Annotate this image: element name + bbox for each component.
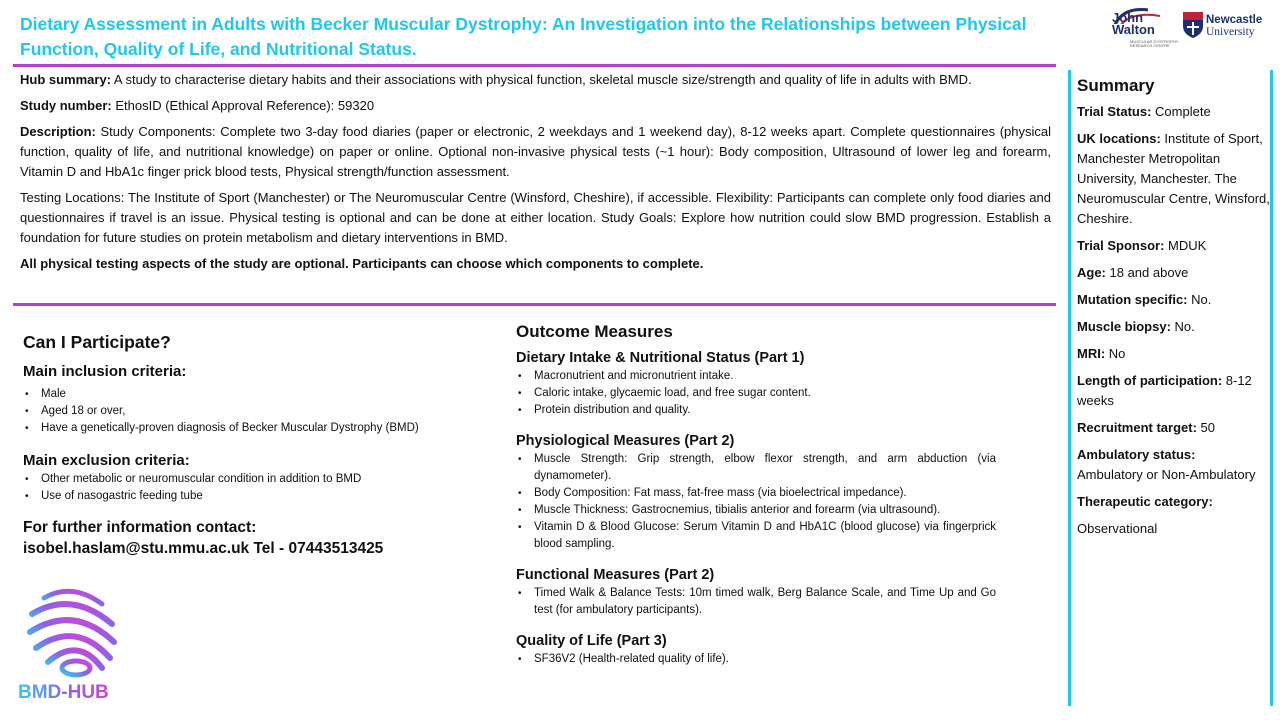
summary-row: Trial Sponsor: MDUK [1077, 238, 1207, 253]
contact-line[interactable]: isobel.haslam@stu.mmu.ac.uk Tel - 07443513425 [23, 540, 384, 557]
list-item: • Muscle Strength: Grip strength, elbow flexor strength, and arm abduction (via dynamometer). [516, 451, 996, 485]
intro-section [20, 70, 1051, 280]
outcomes-heading: Outcome Measures [516, 322, 673, 341]
outcome-measures-section [516, 320, 996, 668]
summary-row: Ambulatory status: Ambulatory or Non-Ambulatory [1077, 447, 1256, 482]
testing-locations: Testing Locations: The Institute of Sport (Manchester) or The Neuromuscular Centre (Winsford, Cheshire), if accessible. Flexibility: Participants can complete only food diaries and questionnaires if travel is an issue. Physical testing is optional and can be done at either location. Study Goals: Explore how nutrition could slow BMD progression. Establish a foundation for future studies on protein metabolism and dietary interventions in BMD. [20, 190, 1051, 245]
summary-row: Trial Status: Complete [1077, 104, 1211, 119]
summary-row: Length of participation: 8-12 weeks [1077, 373, 1252, 408]
summary-row: Mutation specific: No. [1077, 292, 1212, 307]
summary-panel [1068, 70, 1273, 706]
list-item: • Vitamin D & Blood Glucose: Serum Vitamin D and HbA1C (blood glucose) via fingerprick blood sampling. [516, 519, 996, 553]
list-item: • Body Composition: Fat mass, fat-free mass (via bioelectrical impedance). [516, 485, 996, 502]
contact-heading: For further information contact: [23, 519, 257, 536]
intro-divider [13, 303, 1056, 306]
outcome-list [516, 368, 996, 419]
list-item: • Muscle Thickness: Gastrocnemius, tibialis anterior and forearm (via ultrasound). [516, 502, 996, 519]
summary-row-value: Observational [1077, 521, 1158, 536]
partner-logos [1108, 4, 1276, 48]
bmd-hub-logo [14, 584, 134, 710]
outcome-section-title: Quality of Life (Part 3) [516, 633, 667, 649]
list-item: • Protein distribution and quality. [516, 402, 996, 419]
list-item: • Macronutrient and micronutrient intake. [516, 368, 996, 385]
study-number: Study number: EthosID (Ethical Approval Reference): 59320 [20, 98, 375, 113]
outcome-list [516, 451, 996, 553]
summary-row: Age: 18 and above [1077, 265, 1189, 280]
inclusion-list [23, 386, 503, 437]
contact-info [23, 517, 503, 559]
list-item: • Use of nasogastric feeding tube [23, 488, 503, 505]
summary-row: Recruitment target: 50 [1077, 420, 1215, 435]
john-walton-logo: John Walton MUSCULAR DYSTROPHY RESEARCH CENTRE [1108, 4, 1180, 48]
globe-icon [14, 584, 124, 682]
list-item: • Timed Walk & Balance Tests: 10m timed walk, Berg Balance Scale, and Time Up and Go test (for ambulatory participants). [516, 585, 996, 619]
newcastle-university-logo: Newcastle University [1182, 12, 1278, 42]
list-item: • Caloric intake, glycaemic load, and free sugar content. [516, 385, 996, 402]
bmd-hub-wordmark: BMD-HUB [18, 682, 109, 703]
optional-note: All physical testing aspects of the study are optional. Participants can choose which components to complete. [20, 256, 704, 271]
list-item: • Aged 18 or over, [23, 403, 503, 420]
summary-heading: Summary [1077, 76, 1155, 95]
page-title: Dietary Assessment in Adults with Becker Muscular Dystrophy: An Investigation into the Relationships between Physical Function, Quality of Life, and Nutritional Status. [20, 14, 1027, 59]
inclusion-heading: Main inclusion criteria: [23, 363, 187, 380]
summary-row: MRI: No [1077, 346, 1126, 361]
shield-icon [1182, 12, 1204, 38]
outcome-section-title: Functional Measures (Part 2) [516, 567, 715, 583]
summary-row: Therapeutic category: [1077, 494, 1213, 509]
list-item: • SF36V2 (Health-related quality of life). [516, 651, 996, 668]
hub-summary: Hub summary: A study to characterise dietary habits and their associations with physical function, skeletal muscle size/strength and quality of life in adults with BMD. [20, 72, 972, 87]
participate-section [23, 330, 503, 559]
outcome-list [516, 651, 996, 668]
description: Description: Study Components: Complete two 3-day food diaries (paper or electronic, 2 weekdays and 1 weekend day), 8-12 weeks apart. Complete questionnaires (physical function, quality of life, and nutritional knowledge) on paper or online. Optional non-invasive physical tests (~1 hour): Body composition, Ultrasound of lower leg and forearm, Vitamin D and HbA1c finger prick blood tests, Physical strength/function assessment. [20, 124, 1051, 179]
summary-row: UK locations: Institute of Sport, Manchester Metropolitan University, Manchester. The Neuromuscular Centre, Winsford, Cheshire. [1077, 131, 1270, 226]
exclusion-heading: Main exclusion criteria: [23, 452, 190, 469]
outcome-section-title: Dietary Intake & Nutritional Status (Part 1) [516, 350, 805, 366]
summary-row: Muscle biopsy: No. [1077, 319, 1195, 334]
participate-heading: Can I Participate? [23, 332, 171, 352]
outcome-list [516, 585, 996, 619]
list-item: • Other metabolic or neuromuscular condition in addition to BMD [23, 471, 503, 488]
list-item: • Male [23, 386, 503, 403]
exclusion-list [23, 471, 503, 505]
title-divider [13, 64, 1056, 67]
outcome-section-title: Physiological Measures (Part 2) [516, 433, 735, 449]
list-item: • Have a genetically-proven diagnosis of Becker Muscular Dystrophy (BMD) [23, 420, 503, 437]
